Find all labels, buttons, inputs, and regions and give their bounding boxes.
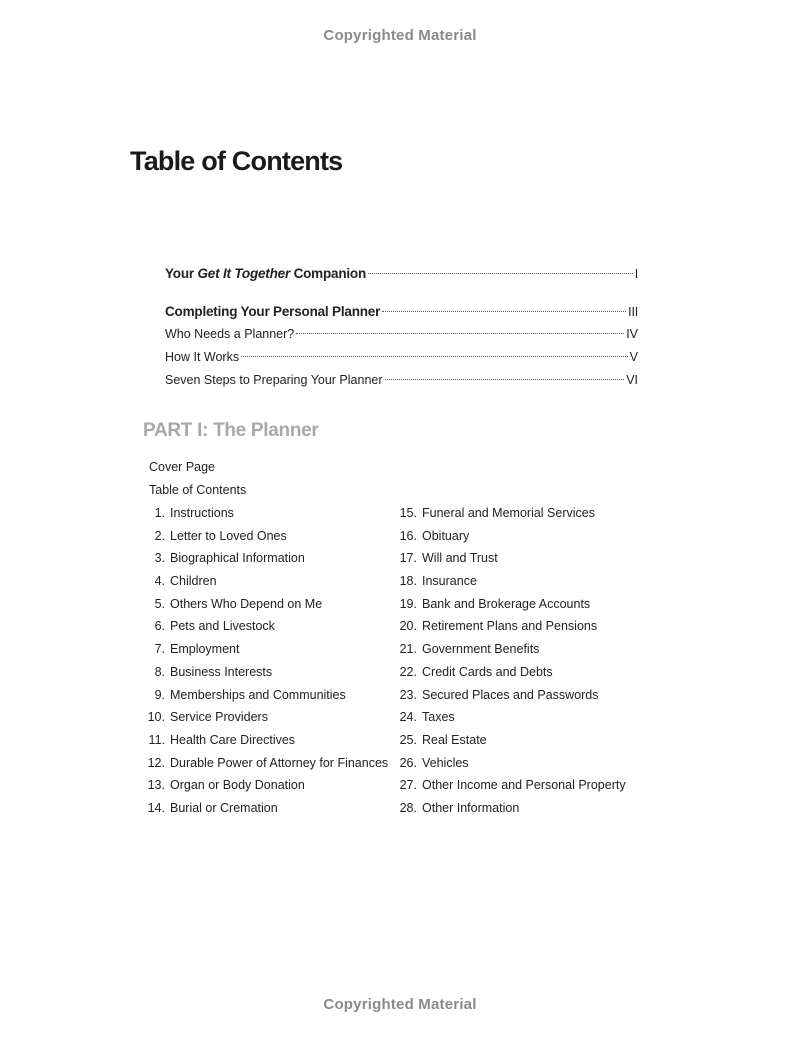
chapter-title: Service Providers [170, 710, 268, 725]
toc-entry-title: Seven Steps to Preparing Your Planner [165, 373, 383, 387]
chapter-title: Funeral and Memorial Services [422, 506, 595, 520]
chapter-title: Durable Power of Attorney for Finances [170, 755, 389, 770]
chapter-number: 26. [399, 755, 417, 770]
chapter-number: 11. [148, 732, 165, 747]
copyright-watermark-top: Copyrighted Material [323, 27, 477, 44]
chapter-number: 25. [399, 732, 417, 747]
chapter-title: Bank and Brokerage Accounts [422, 596, 591, 611]
chapter-title: Government Benefits [422, 642, 540, 657]
intro-item-cover-page[interactable]: Cover Page [149, 460, 216, 474]
chapter-title: Credit Cards and Debts [422, 664, 553, 679]
chapter-number: 20. [399, 619, 417, 634]
chapter-number: 3. [154, 551, 165, 566]
toc-page-number: VI [626, 373, 638, 387]
chapter-item[interactable] [395, 593, 626, 616]
chapter-number: 1. [154, 506, 165, 520]
chapter-number: 22. [399, 664, 417, 679]
chapter-item[interactable] [143, 661, 388, 684]
chapter-title: Pets and Livestock [170, 619, 275, 634]
chapter-item[interactable] [143, 570, 388, 593]
chapter-title: Memberships and Communities [170, 687, 346, 702]
chapter-title: Obituary [422, 528, 470, 543]
chapter-number: 8. [154, 664, 165, 679]
chapter-title: Other Information [422, 800, 520, 815]
chapter-item[interactable] [395, 615, 626, 638]
chapter-number: 4. [154, 574, 165, 589]
toc-entry-companion[interactable] [165, 262, 638, 285]
chapter-title: Employment [170, 642, 240, 657]
chapter-item[interactable] [143, 729, 388, 752]
chapter-item[interactable] [395, 797, 626, 820]
chapter-number: 28. [399, 800, 417, 815]
chapter-title: Burial or Cremation [170, 800, 278, 815]
intro-list [149, 456, 246, 501]
dot-leader [296, 333, 624, 334]
chapter-item[interactable] [143, 502, 388, 525]
chapter-number: 5. [154, 596, 165, 611]
chapter-number: 13. [147, 778, 165, 793]
front-matter-list [165, 262, 638, 392]
chapter-item[interactable] [395, 684, 626, 707]
chapter-title: Business Interests [170, 664, 273, 679]
toc-entry-title: Completing Your Personal Planner [165, 304, 381, 319]
chapter-number: 10. [147, 710, 165, 725]
chapter-item[interactable] [143, 638, 388, 661]
chapter-item[interactable] [395, 502, 626, 525]
toc-page-number: IV [626, 327, 638, 341]
chapter-item[interactable] [143, 593, 388, 616]
dot-leader [241, 356, 628, 357]
chapter-title: Health Care Directives [170, 732, 296, 747]
chapter-item[interactable] [143, 547, 388, 570]
chapter-title: Taxes [422, 710, 455, 725]
toc-entry-who-needs[interactable] [165, 323, 638, 346]
chapter-title: Secured Places and Passwords [422, 687, 599, 702]
chapter-number: 9. [154, 687, 165, 702]
chapter-item[interactable] [395, 774, 626, 797]
chapter-item[interactable] [395, 570, 626, 593]
intro-item-table-of-contents[interactable]: Table of Contents [149, 482, 247, 497]
chapter-item[interactable] [143, 706, 388, 729]
toc-entry-title: How It Works [165, 350, 240, 364]
chapter-item[interactable] [395, 638, 626, 661]
toc-page-number: I [634, 267, 638, 281]
chapter-item[interactable] [143, 684, 388, 707]
chapter-title: Vehicles [422, 755, 469, 770]
toc-entry-seven-steps[interactable] [165, 369, 638, 392]
dot-leader [368, 273, 633, 274]
chapter-item[interactable] [395, 661, 626, 684]
chapter-item[interactable] [395, 547, 626, 570]
chapter-item[interactable] [395, 729, 626, 752]
chapter-title: Children [170, 574, 217, 589]
toc-page-number: V [629, 350, 638, 364]
chapter-title: Will and Trust [422, 551, 498, 566]
chapter-item[interactable] [395, 525, 626, 548]
chapter-item[interactable] [143, 525, 388, 548]
chapter-number: 23. [399, 687, 417, 702]
chapter-item[interactable] [395, 706, 626, 729]
chapter-list-right [395, 502, 626, 820]
chapter-item[interactable] [143, 615, 388, 638]
chapter-number: 17. [399, 551, 417, 566]
chapter-number: 27. [399, 778, 417, 793]
chapter-title: Biographical Information [170, 551, 305, 566]
chapter-title: Retirement Plans and Pensions [422, 619, 598, 634]
chapter-title: Letter to Loved Ones [170, 528, 287, 543]
toc-entry-how-it-works[interactable] [165, 346, 638, 369]
toc-entry-title: Your Get It Together Companion [165, 266, 367, 281]
copyright-watermark-bottom: Copyrighted Material [323, 996, 477, 1013]
chapter-title: Other Income and Personal Property [422, 778, 626, 793]
toc-entry-title: Who Needs a Planner? [165, 327, 295, 341]
chapter-number: 15. [399, 506, 417, 520]
chapter-title: Instructions [170, 506, 234, 520]
chapter-number: 19. [399, 596, 417, 611]
chapter-number: 24. [399, 710, 417, 725]
dot-leader [385, 379, 625, 380]
chapter-number: 12. [147, 755, 165, 770]
chapter-item[interactable] [143, 752, 388, 775]
chapter-number: 6. [154, 619, 165, 634]
chapter-number: 18. [399, 574, 417, 589]
part-heading: PART I: The Planner [143, 420, 319, 441]
page-title: Table of Contents [130, 146, 343, 176]
toc-page-number: III [628, 305, 638, 319]
chapter-item[interactable] [395, 752, 626, 775]
toc-entry-completing-planner[interactable] [165, 300, 638, 323]
chapter-number: 7. [154, 642, 165, 657]
chapter-number: 2. [154, 528, 165, 543]
chapter-number: 16. [399, 528, 417, 543]
chapter-list-left [143, 502, 388, 820]
chapter-number: 21. [399, 642, 417, 657]
chapter-title: Real Estate [422, 732, 487, 747]
chapter-title: Others Who Depend on Me [170, 596, 323, 611]
chapter-title: Organ or Body Donation [170, 778, 305, 793]
dot-leader [382, 311, 626, 312]
chapter-item[interactable] [143, 774, 388, 797]
chapter-item[interactable] [143, 797, 388, 820]
chapter-number: 14. [147, 800, 165, 815]
chapter-title: Insurance [422, 574, 477, 589]
